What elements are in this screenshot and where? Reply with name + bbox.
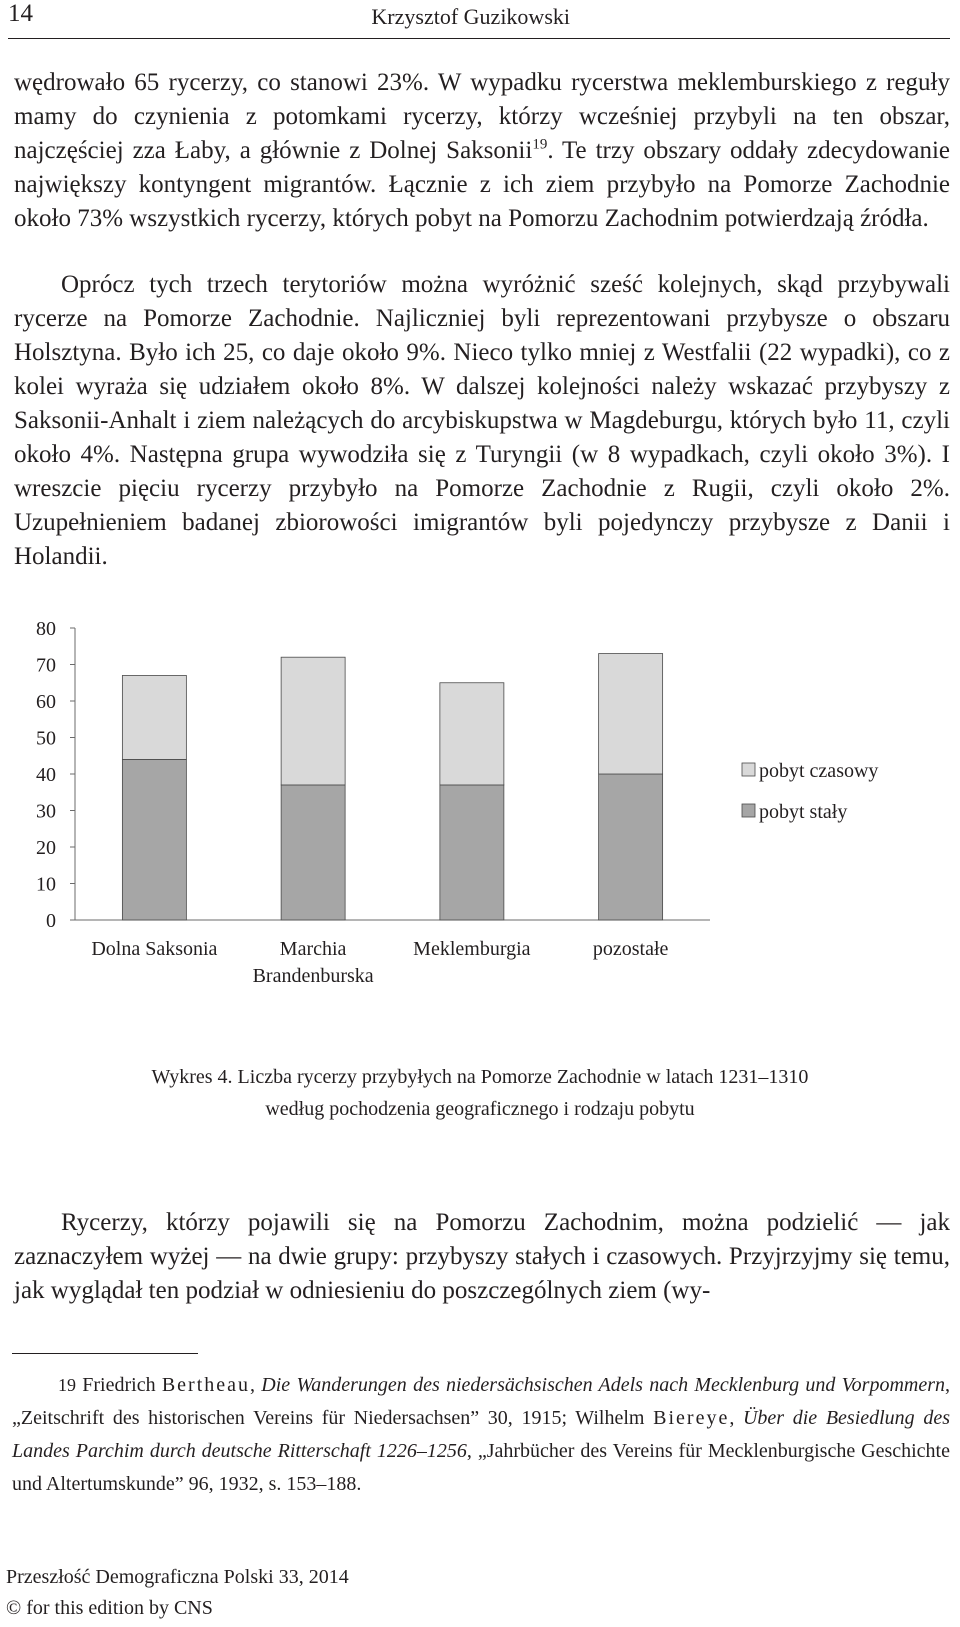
x-category-labels [91,938,668,987]
caption-line-1: Wykres 4. Liczba rycerzy przybyłych na Pomorze Zachodnie w latach 1231–1310 [151,1066,809,1088]
y-tick-label: 60 [36,691,56,713]
footnote-rest-1: , „Zeitschrift des historischen Vereins für Niedersachsen” 30, 1915; Wilhelm [12,1374,950,1429]
figure-caption [50,1061,910,1125]
x-category-label: pozostałe [592,938,669,960]
y-tick-label: 10 [36,873,56,896]
bar-segment-pobyt-czasowy [122,675,186,759]
chart-legend [742,760,878,823]
paragraph-1-text-a: wędrowało 65 rycerzy, co stanowi 23%. W wypadku rycerstwa meklemburskiego z reguły mamy do czynienia z potomkami rycerzy, którzy wcześniej przybyli na ten obszar, najczęściej zza Łaby, a głównie z Dolnej Saksonii [14,69,950,164]
bar-segment-pobyt-staly [440,785,504,920]
caption-line-2: według pochodzenia geograficznego i rodzaju pobytu [265,1098,695,1120]
y-tick-label: 50 [36,727,56,750]
paragraph-1-text-b: . Te trzy obszary oddały zdecydowanie największy kontyngent migrantów. Łącznie z ich ziem przybyło na Pomorze Zachodnie około 73% wszystkich rycerzy, których pobyt na Pomorzu Zachodnim potwierdzają źródła. [14,137,950,232]
bar-segment-pobyt-czasowy [599,654,663,774]
y-tick-label: 40 [36,764,56,786]
paragraph-3: Rycerzy, którzy pojawili się na Pomorzu Zachodnim, można podzielić — jak zaznaczyłem wyżej — na dwie grupy: przybyszy stałych i czasowych. Przyjrzyjmy się temu, jak wyglądał ten podział w odniesieniu do poszczególnych ziem (wy- [14,1209,950,1304]
footnote-author-1-first: Friedrich [82,1374,162,1396]
legend-swatch [742,763,755,776]
bar-segment-pobyt-czasowy [440,683,504,785]
footnote-number: 19 [58,1375,76,1395]
bar-segment-pobyt-czasowy [281,657,345,785]
footnote-rest-2: , „Jahrbücher des Vereins für Mecklenburgische Geschichte und Altertumskunde” 96, 1932, s. 153–188. [12,1440,950,1495]
legend-swatch [742,804,755,817]
y-tick-label: 30 [36,800,56,823]
x-category-label: Meklemburgia [413,938,531,960]
footer-journal: Przeszłość Demograficzna Polski 33, 2014 [6,1566,349,1588]
paragraph-2: Oprócz tych trzech terytoriów można wyróżnić sześć kolejnych, skąd przybywali rycerze na Pomorze Zachodnie. Najliczniej byli reprezentowani przybysze o obszaru Holsztyna. Było ich 25, co daje około 9%. Nieco tylko mniej z Westfalii (22 wypadki), co z kolei wyraża się udziałem około 8%. W dalszej kolejności należy wskazać przybyszy z Saksonii-Anhalt i ziem należących do arcybiskupstwa w Magdeburgu, których było 11, czyli około 4%. Następna grupa wywodziła się z Turyngii (w 8 wypadkach, czyli około 3%). I wreszcie pięciu rycerzy przybyło na Pomorze Zachodnie z Rugii, czyli około 2%. Uzupełnieniem badanej zbiorowości imigrantów byli pojedynczy przybysze z Danii i Holandii. [14,271,950,570]
y-tick-label: 0 [46,910,56,932]
x-category-label: Dolna Saksonia [91,938,218,960]
page-number: 14 [8,0,33,27]
chart-bars [122,654,662,920]
footnote-author-2-surname: Biereye [653,1407,730,1429]
bar-segment-pobyt-staly [122,759,186,920]
footnote-sep-1: , [250,1374,262,1396]
running-header-author: Krzysztof Guzikowski [371,4,570,29]
x-category-label: Marchia [279,938,347,960]
footnote-rule [12,1353,198,1354]
footer-copyright: © for this edition by CNS [6,1597,213,1619]
paragraph-1 [14,66,950,236]
y-tick-label: 70 [36,654,56,677]
footnote-author-1-surname: Bertheau [161,1374,251,1396]
header-rule [8,38,950,39]
y-tick-label: 20 [36,837,56,859]
bar-segment-pobyt-staly [281,785,345,920]
footnote-19 [12,1369,950,1501]
y-tick-label: 80 [36,618,56,640]
bar-segment-pobyt-staly [599,774,663,920]
stacked-bar-chart [0,610,960,1010]
y-tick-labels [36,618,56,932]
footnote-title-1: Die Wanderungen des niedersächsischen Adels nach Mecklenburg und Vorpommern [261,1374,945,1396]
footnote-sep-2: , [729,1407,743,1429]
legend-label: pobyt stały [759,801,848,823]
x-category-label: Brandenburska [252,965,374,987]
legend-label: pobyt czasowy [759,760,879,782]
footnote-title-2: Über die Besiedlung des Landes Parchim durch deutsche Ritterschaft 1226–1256 [12,1407,950,1462]
footnote-reference[interactable]: 19 [532,136,548,153]
